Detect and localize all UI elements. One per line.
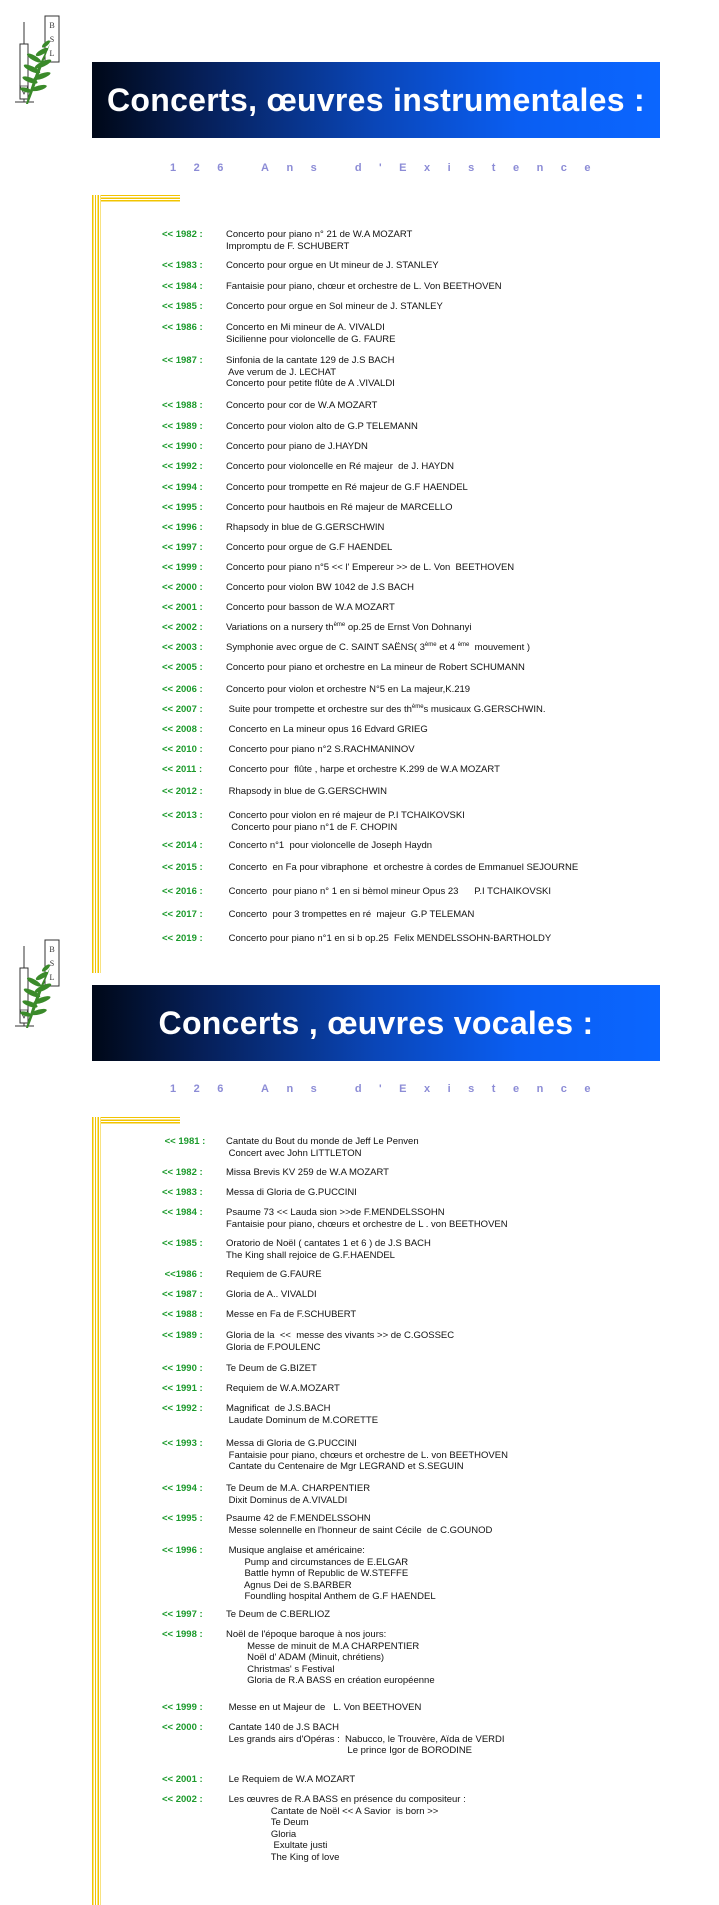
- entry-work-line: Concerto en Mi mineur de A. VIVALDI: [226, 322, 385, 333]
- entry-year: << 2012 :: [162, 786, 203, 797]
- section-2-title: Concerts , œuvres vocales :: [158, 1004, 594, 1041]
- entry-work-line: Concert avec John LITTLETON: [226, 1147, 362, 1159]
- entry-work-line: Concerto pour orgue en Sol mineur de J. STANLEY: [226, 301, 443, 312]
- entry-work-line: Requiem de W.A.MOZART: [226, 1383, 340, 1394]
- entry-year: << 1996 :: [162, 1545, 203, 1556]
- entry-year: << 1992 :: [162, 1403, 203, 1414]
- entry-work-line: Concerto pour piano n°5 << l' Empereur >> de L. Von BEETHOVEN: [226, 562, 515, 573]
- entry-work-line: Concerto pour petite flûte de A .VIVALDI: [226, 378, 395, 389]
- entry-work-line: Psaume 73 << Lauda sion >>de F.MENDELSSOHN: [226, 1207, 445, 1218]
- entry-year: << 1999 :: [162, 1702, 203, 1713]
- entry-work-line: Concerto pour trompette en Ré majeur de G.F HAENDEL: [226, 482, 468, 493]
- entry-work-line: The King shall rejoice de G.F.HAENDEL: [226, 1249, 395, 1261]
- entry-work-line: Variations on a nursery $th^{ème}$ op.25 de Ernst Von Dohnanyi: [226, 621, 472, 633]
- entry-year: << 2014 :: [162, 840, 203, 851]
- entry-year: << 2001 :: [162, 602, 203, 613]
- entry-work-line: Noël de l'époque baroque à nos jours:: [226, 1629, 387, 1640]
- section-2-title-banner: [92, 985, 660, 1061]
- entry-work-line: Les grands airs d'Opéras : Nabucco, le Trouvère, Aïda de VERDI: [226, 1733, 505, 1745]
- entry-work-line: Dixit Dominus de A.VIVALDI: [226, 1494, 348, 1506]
- entry-year: << 2007 :: [162, 704, 203, 715]
- entry-work-line: Agnus Dei de S.BARBER: [226, 1579, 352, 1591]
- section-1-title: Concerts, œuvres instrumentales :: [106, 81, 646, 118]
- entry-work-line: Exultate justi: [226, 1840, 328, 1851]
- entry-work-line: Fantaisie pour piano, chœurs et orchestre de L. von BEETHOVEN: [226, 1449, 508, 1461]
- entry-work-line: Rhapsody in blue de G.GERSCHWIN: [226, 522, 385, 533]
- entry-work-line: Pump and circumstances de E.ELGAR: [226, 1556, 409, 1568]
- entry-work-line: Concerto pour piano de J.HAYDN: [226, 441, 368, 452]
- entry-work-line: Cantate du Bout du monde de Jeff Le Penven: [226, 1136, 419, 1147]
- entry-work-line: Concerto pour orgue de G.F HAENDEL: [226, 542, 393, 553]
- entry-work-line: Cantate du Centenaire de Mgr LEGRAND et S.SEGUIN: [226, 1461, 464, 1472]
- svg-text:B: B: [49, 945, 55, 954]
- entry-year: << 1985 :: [162, 301, 203, 312]
- entry-year: << 2017 :: [162, 909, 203, 920]
- entry-work-line: Requiem de G.FAURE: [226, 1269, 322, 1280]
- entry-work-line: Cantate de Noël << A Savior is born >>: [226, 1805, 439, 1817]
- entry-year: << 1995 :: [162, 502, 203, 513]
- entry-work-line: Concerto pour piano n°2 S.RACHMANINOV: [226, 744, 415, 755]
- svg-text:L: L: [49, 973, 55, 982]
- entry-work-line: Gloria de F.POULENC: [226, 1341, 321, 1353]
- entry-year: << 1988 :: [162, 400, 203, 411]
- entry-year: << 1986 :: [162, 322, 203, 333]
- entry-work-line: Messa di Gloria de G.PUCCINI: [226, 1187, 357, 1198]
- entry-work-line: Messa di Gloria de G.PUCCINI: [226, 1438, 357, 1449]
- entry-work-line: Laudate Dominum de M.CORETTE: [226, 1414, 379, 1426]
- entry-year: << 2008 :: [162, 724, 203, 735]
- entry-work-line: Concerto pour piano n°1 en si b op.25 Felix MENDELSSOHN-BARTHOLDY: [226, 933, 552, 944]
- entry-work-line: Les œuvres de R.A BASS en présence du compositeur :: [226, 1794, 466, 1805]
- entry-year: << 1985 :: [162, 1238, 203, 1249]
- section-1-title-banner: [92, 62, 660, 138]
- entry-work-line: Concerto pour piano et orchestre en La mineur de Robert SCHUMANN: [226, 662, 525, 673]
- entry-work-line: Le prince Igor de BORODINE: [226, 1745, 473, 1756]
- entry-year: << 2010 :: [162, 744, 203, 755]
- section-2-decorative-stripes-vertical: [92, 1117, 101, 1905]
- entry-year: <<1986 :: [162, 1269, 203, 1280]
- entry-year: << 1993 :: [162, 1438, 203, 1449]
- entry-work-line: Concerto pour hautbois en Ré majeur de MARCELLO: [226, 502, 453, 513]
- entry-work-line: Christmas' s Festival: [226, 1663, 335, 1675]
- entry-work-line: Te Deum de G.BIZET: [226, 1363, 317, 1374]
- entry-work-line: Concerto pour cor de W.A MOZART: [226, 400, 378, 411]
- entry-work-line: Gloria de A.. VIVALDI: [226, 1289, 317, 1300]
- entry-work-line: Impromptu de F. SCHUBERT: [226, 240, 350, 252]
- svg-text:S: S: [49, 35, 55, 44]
- section-2-subtitle: 126 Ans d'Existence: [170, 1083, 609, 1095]
- entry-year: << 1994 :: [162, 1483, 203, 1494]
- entry-year: << 1999 :: [162, 562, 203, 573]
- entry-year: << 2015 :: [162, 862, 203, 873]
- entry-work-line: Concerto pour piano n° 1 en si bèmol mineur Opus 23 P.I TCHAIKOVSKI: [226, 886, 552, 897]
- entry-year: << 1997 :: [162, 542, 203, 553]
- entry-year: << 1984 :: [162, 281, 203, 292]
- entry-work-line: Sicilienne pour violoncelle de G. FAURE: [226, 333, 396, 345]
- entry-work-line: Concerto pour violon en ré majeur de P.I TCHAIKOVSKI: [226, 810, 465, 821]
- entry-work-line: Concerto pour piano n° 21 de W.A MOZART: [226, 229, 413, 240]
- entry-year: << 1987 :: [162, 1289, 203, 1300]
- entry-year: << 2011 :: [162, 764, 203, 775]
- entry-year: << 1984 :: [162, 1207, 203, 1218]
- entry-work-line: Gloria: [226, 1828, 297, 1840]
- entry-year: << 2005 :: [162, 662, 203, 673]
- entry-year: << 1990 :: [162, 1363, 203, 1374]
- entry-work-line: Le Requiem de W.A MOZART: [226, 1774, 356, 1785]
- section-1-subtitle: 126 Ans d'Existence: [170, 162, 609, 174]
- entry-year: << 1989 :: [162, 1330, 203, 1341]
- entry-year: << 2003 :: [162, 642, 203, 653]
- entry-year: << 2000 :: [162, 582, 203, 593]
- entry-work-line: Concerto en La mineur opus 16 Edvard GRIEG: [226, 724, 428, 735]
- entry-work-line: Concerto pour 3 trompettes en ré majeur G.P TELEMAN: [226, 909, 475, 920]
- entry-work-line: Concerto pour violon alto de G.P TELEMANN: [226, 421, 418, 432]
- svg-text:S: S: [49, 959, 55, 968]
- fern-organ-pipe-logo-icon: [12, 14, 62, 109]
- entry-year: << 2000 :: [162, 1722, 203, 1733]
- entry-year: << 2001 :: [162, 1774, 203, 1785]
- entry-work-line: Psaume 42 de F.MENDELSSOHN: [226, 1513, 371, 1524]
- entry-year: << 1996 :: [162, 522, 203, 533]
- entry-work-line: Concerto en Fa pour vibraphone et orchestre à cordes de Emmanuel SEJOURNE: [226, 862, 579, 873]
- entry-work-line: Messe de minuit de M.A CHARPENTIER: [226, 1640, 420, 1652]
- entry-work-line: Te Deum de C.BERLIOZ: [226, 1609, 331, 1620]
- entry-work-line: Magnificat de J.S.BACH: [226, 1403, 331, 1414]
- entry-work-line: Concerto pour orgue en Ut mineur de J. STANLEY: [226, 260, 439, 271]
- entry-work-line: Concerto pour flûte , harpe et orchestre K.299 de W.A MOZART: [226, 764, 500, 775]
- entry-work-line: Messe en Fa de F.SCHUBERT: [226, 1309, 357, 1320]
- entry-year: << 1992 :: [162, 461, 203, 472]
- entry-work-line: Rhapsody in blue de G.GERSCHWIN: [226, 786, 388, 797]
- entry-work-line: Te Deum: [226, 1817, 309, 1828]
- entry-work-line: Symphonie avec orgue de C. SAINT SAËNS( 3ème et 4 $^{ème}$ mouvement ): [226, 641, 531, 653]
- entry-year: << 1982 :: [162, 1167, 203, 1178]
- section-1-decorative-stripes-horizontal: [92, 195, 180, 203]
- logo: [12, 938, 62, 1033]
- entry-work-line: Messe solennelle en l'honneur de saint Cécile de C.GOUNOD: [226, 1524, 493, 1536]
- entry-year: << 1983 :: [162, 260, 203, 271]
- entry-year: << 1997 :: [162, 1609, 203, 1620]
- entry-year: << 2019 :: [162, 933, 203, 944]
- entry-work-line: Concerto pour basson de W.A MOZART: [226, 602, 395, 613]
- entry-work-line: Missa Brevis KV 259 de W.A MOZART: [226, 1167, 389, 1178]
- section-1-decorative-stripes-vertical: [92, 195, 101, 973]
- entry-work-line: Noël d' ADAM (Minuit, chrétiens): [226, 1652, 385, 1663]
- entry-year: << 1981 :: [162, 1136, 206, 1147]
- entry-work-line: Foundling hospital Anthem de G.F HAENDEL: [226, 1591, 436, 1602]
- entry-work-line: Fantaisie pour piano, chœur et orchestre de L. Von BEETHOVEN: [226, 281, 502, 292]
- entry-year: << 1987 :: [162, 355, 203, 366]
- entry-year: << 2016 :: [162, 886, 203, 897]
- entry-year: << 1994 :: [162, 482, 203, 493]
- entry-work-line: Concerto pour violoncelle en Ré majeur de J. HAYDN: [226, 461, 454, 472]
- section-2-decorative-stripes-horizontal: [92, 1117, 180, 1125]
- entry-year: << 1990 :: [162, 441, 203, 452]
- entry-year: << 2013 :: [162, 810, 203, 821]
- logo: [12, 14, 62, 109]
- entry-work-line: Gloria de R.A BASS en création européenne: [226, 1675, 435, 1686]
- entry-year: << 2006 :: [162, 684, 203, 695]
- entry-work-line: Concerto pour violon et orchestre N°5 en La majeur,K.219: [226, 684, 471, 695]
- svg-text:L: L: [49, 49, 55, 58]
- entry-year: << 1989 :: [162, 421, 203, 432]
- entry-work-line: Ave verum de J. LECHAT: [226, 366, 336, 378]
- entry-work-line: Messe en ut Majeur de L. Von BEETHOVEN: [226, 1702, 422, 1713]
- entry-work-line: Oratorio de Noël ( cantates 1 et 6 ) de J.S BACH: [226, 1238, 431, 1249]
- entry-year: << 1983 :: [162, 1187, 203, 1198]
- entry-year: << 2002 :: [162, 622, 203, 633]
- entry-work-line: Fantaisie pour piano, chœurs et orchestre de L . von BEETHOVEN: [226, 1218, 508, 1230]
- entry-year: << 1988 :: [162, 1309, 203, 1320]
- entry-work-line: Gloria de la << messe des vivants >> de C.GOSSEC: [226, 1330, 455, 1341]
- entry-year: << 1998 :: [162, 1629, 203, 1640]
- entry-year: << 1995 :: [162, 1513, 203, 1524]
- entry-work-line: Sinfonia de la cantate 129 de J.S BACH: [226, 355, 395, 366]
- entry-year: << 2002 :: [162, 1794, 203, 1805]
- entry-work-line: Musique anglaise et américaine:: [226, 1545, 365, 1556]
- entry-year: << 1991 :: [162, 1383, 203, 1394]
- entry-work-line: Te Deum de M.A. CHARPENTIER: [226, 1483, 371, 1494]
- entry-work-line: Concerto pour piano n°1 de F. CHOPIN: [226, 821, 398, 833]
- entry-work-line: Suite pour trompette et orchestre sur des $th^{ème}s$ musicaux G.GERSCHWIN.: [226, 703, 546, 715]
- fern-organ-pipe-logo-icon: [12, 938, 62, 1033]
- entry-year: << 1982 :: [162, 229, 203, 240]
- entry-work-line: The King of love: [226, 1851, 340, 1863]
- entry-work-line: Concerto pour violon BW 1042 de J.S BACH: [226, 582, 414, 593]
- entry-work-line: Battle hymn of Republic de W.STEFFE: [226, 1568, 409, 1579]
- entry-work-line: Cantate 140 de J.S BACH: [226, 1722, 340, 1733]
- entry-work-line: Concerto n°1 pour violoncelle de Joseph Haydn: [226, 840, 433, 851]
- svg-text:B: B: [49, 21, 55, 30]
